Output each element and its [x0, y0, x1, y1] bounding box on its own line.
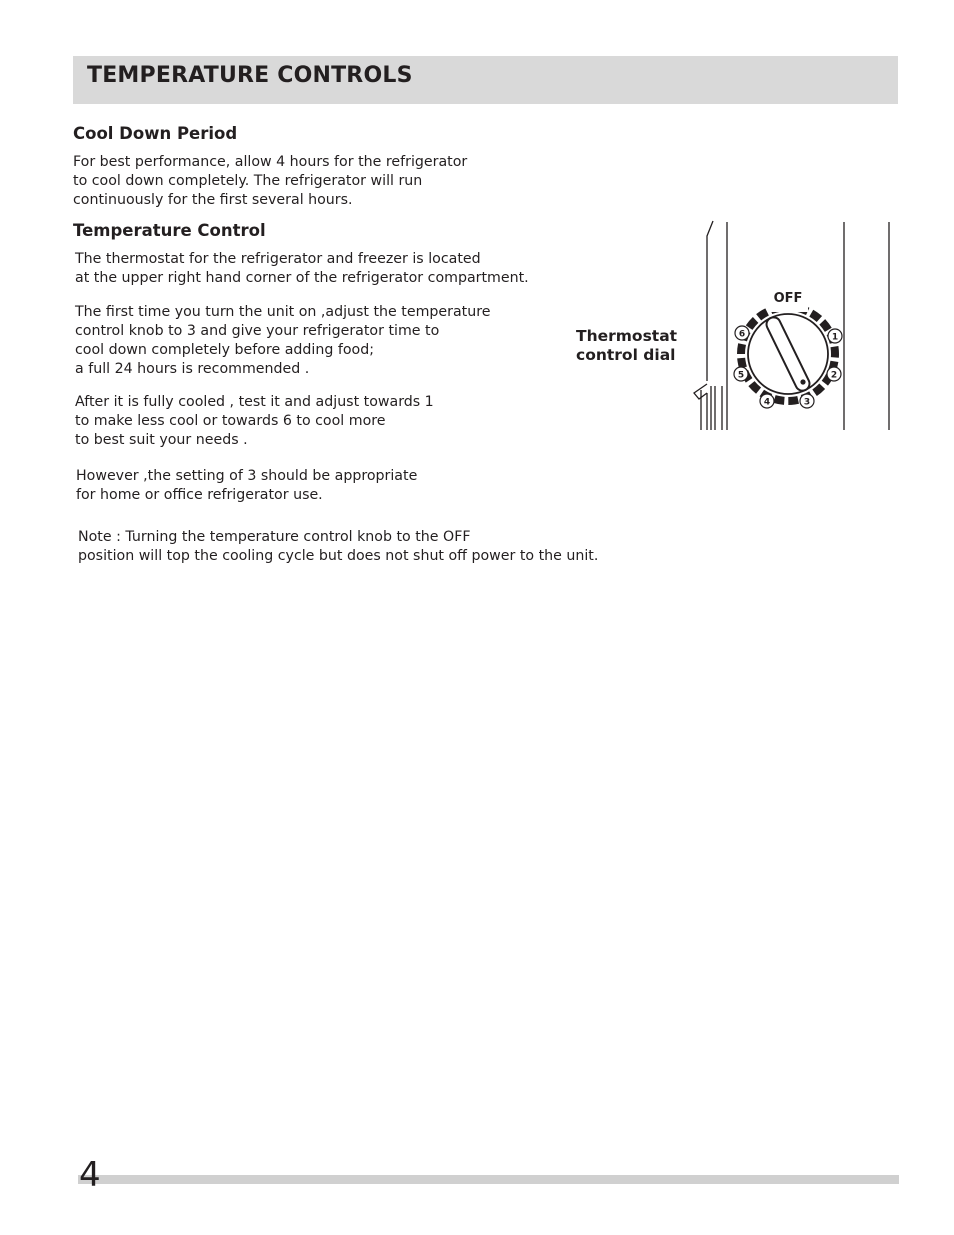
dial-number-4: 4	[763, 397, 771, 408]
dial-number-5: 5	[737, 370, 745, 381]
dial-number-3: 3	[803, 397, 811, 408]
first-time-setup-text: The first time you turn the unit on ,adjust the temperature control knob to 3 and give your refrigerator time to cool down completely before adding food; a full 24 hours is recommended .	[75, 304, 491, 377]
temperature-control-heading: Temperature Control	[73, 221, 266, 240]
thermostat-label-line1: Thermostat	[576, 327, 678, 345]
header-bar	[73, 56, 898, 104]
dial-number-1: 1	[831, 332, 839, 343]
off-note-text: Note : Turning the temperature control knob to the OFF position will top the cooling cycle but does not shut off power to the unit.	[78, 529, 599, 564]
footer-bar	[78, 1175, 899, 1184]
cool-down-text: For best performance, allow 4 hours for the refrigerator to cool down completely. The refrigerator will run continuously for the first several hours.	[73, 154, 468, 208]
page-number: 4	[79, 1155, 101, 1195]
dial-number-2: 2	[830, 370, 838, 381]
recommended-setting-text: However ,the setting of 3 should be appropriate for home or office refrigerator use.	[76, 468, 418, 503]
adjustment-text: After it is fully cooled , test it and adjust towards 1 to make less cool or towards 6 to cool more to best suit your needs .	[75, 394, 434, 448]
page-title: TEMPERATURE CONTROLS	[87, 63, 413, 88]
thermostat-location-text: The thermostat for the refrigerator and freezer is located at the upper right hand corner of the refrigerator compartment.	[75, 251, 529, 286]
cool-down-heading: Cool Down Period	[73, 124, 238, 143]
off-label: OFF	[773, 291, 803, 306]
thermostat-figure	[570, 216, 900, 436]
dial-number-6: 6	[738, 329, 746, 340]
thermostat-label-line2: control dial	[576, 346, 676, 364]
